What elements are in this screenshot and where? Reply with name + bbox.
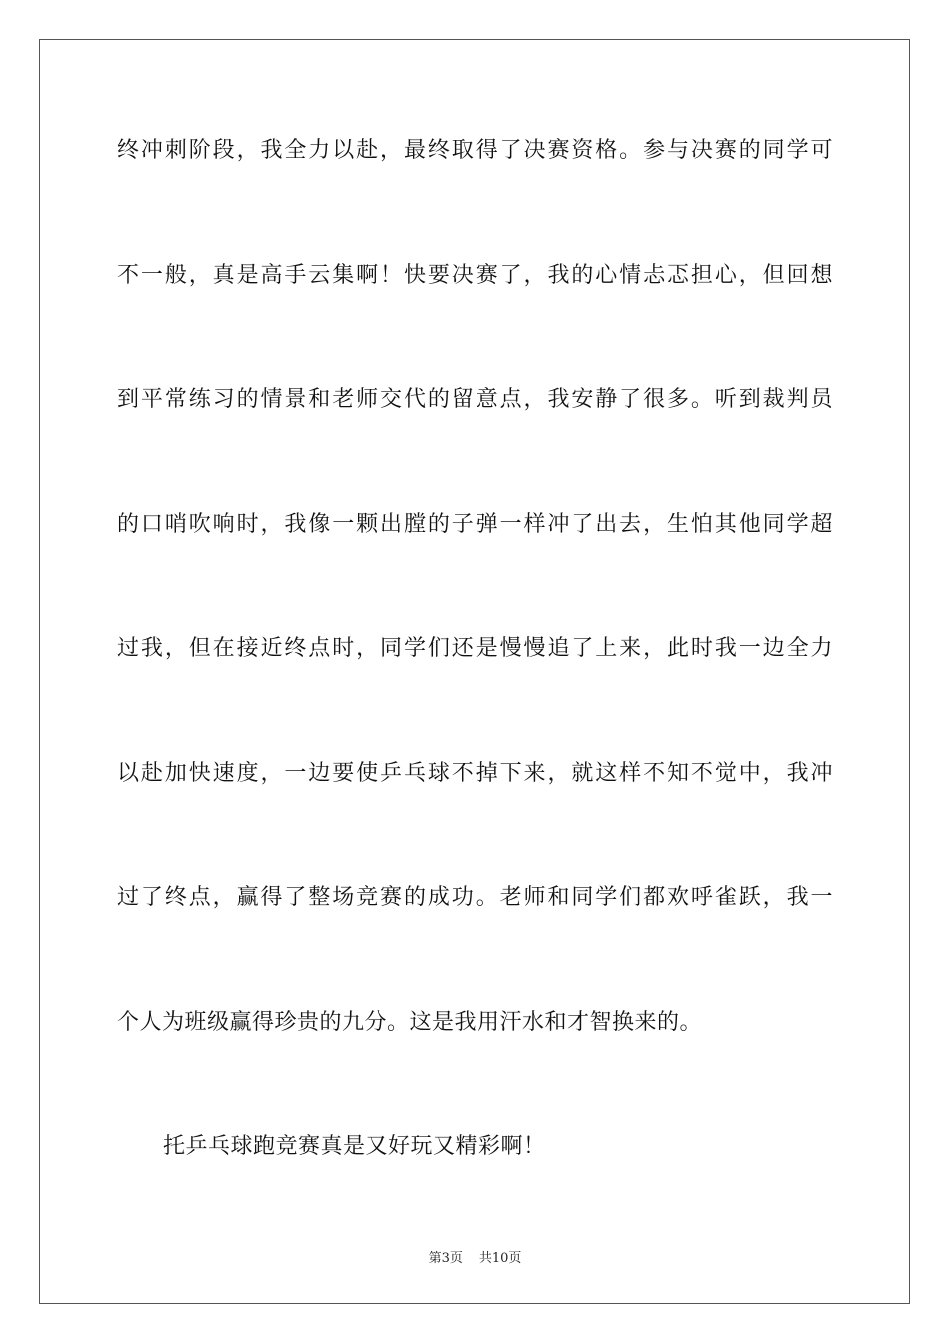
page-footer: [0, 1247, 950, 1266]
paragraph-line: 不一般，真是高手云集啊！快要决赛了，我的心情忐忑担心，但回想: [117, 262, 833, 288]
paragraph-line: 个人为班级赢得珍贵的九分。这是我用汗水和才智换来的。: [117, 1009, 703, 1035]
paragraph-line: 以赴加快速度，一边要使乒乓球不掉下来，就这样不知不觉中，我冲: [117, 760, 833, 786]
paragraph-line: 到平常练习的情景和老师交代的留意点，我安静了很多。听到裁判员: [117, 387, 833, 412]
paragraph-line: 过了终点，赢得了整场竞赛的成功。老师和同学们都欢呼雀跃，我一: [117, 885, 833, 910]
paragraph-line: 的口哨吹响时，我像一颗出膛的子弹一样冲了出去，生怕其他同学超: [117, 511, 833, 537]
paragraph-line: 终冲刺阶段，我全力以赴，最终取得了决赛资格。参与决赛的同学可: [117, 138, 833, 163]
document-body: [117, 126, 833, 1247]
page-total: 共10页: [478, 1251, 522, 1266]
paragraph-line: 过我，但在接近终点时，同学们还是慢慢追了上来，此时我一边全力: [117, 636, 833, 661]
page-number: 第3页: [428, 1251, 463, 1266]
closing-line: 托乒乓球跑竞赛真是又好玩又精彩啊！: [163, 1134, 546, 1159]
